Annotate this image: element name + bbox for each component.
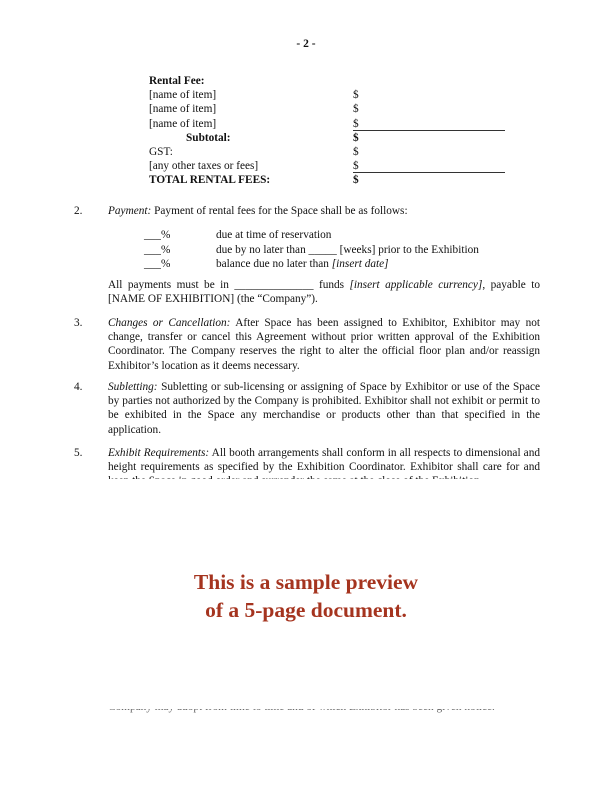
section-number: 4. [74,381,83,393]
section-payment [74,204,540,218]
section-heading: Changes or Cancellation: [108,317,231,329]
section-number: 5. [74,447,83,459]
schedule-desc-placeholder: [insert date] [331,258,389,271]
schedule-desc: due by no later than _____ [weeks] prior to the Exhibition [216,243,479,256]
other-taxes-amount: $ [353,159,505,173]
section-text: After Space has been assigned to Exhibitor, Exhibitor may not change, transfer or cancel this Agreement without prior written approval of the Exhibition Coordinator. The Company reserves the right to alter the official floor plan and/or reassign Exhibitor’s location as it deems necessary. [108,317,541,372]
section-text: Payment of rental fees for the Space shall be as follows: [151,205,408,217]
rental-fee-table [149,74,509,188]
rental-row-amount: $ [353,117,505,131]
section-text: All booth arrangements shall conform in all respects to dimensional and height requirements as specified by the Exhibition Coordinator. Exhibitor shall care for and [108,447,540,474]
schedule-desc: due at time of reservation [216,229,332,241]
subtotal-label: Subtotal: [186,131,231,144]
section-text: Subletting or sub-licensing or assigning of Space by Exhibitor or use of the Space by parties not authorized by the Company is prohibited. Exhibitor shall not exhibit or permit to be exhibited in the Space any merchandise or products other than that specified in the application. [108,381,540,436]
schedule-percent: ___% [144,243,171,256]
rental-row-amount: $ [353,103,359,116]
preview-cover [0,479,612,792]
schedule-percent: ___% [144,258,171,271]
schedule-desc [216,257,389,271]
rental-subtotal-row [149,131,509,145]
currency-placeholder: [insert applicable currency] [349,279,483,291]
rental-row [149,102,509,116]
subtotal-amount: $ [353,131,359,144]
gst-label: GST: [149,145,173,158]
rental-row [149,145,509,159]
rental-row [149,159,509,173]
page-number: - 2 - [296,38,316,50]
rental-total-row [149,173,509,187]
total-label: TOTAL RENTAL FEES: [149,174,271,187]
rental-row-amount: $ [353,89,359,102]
payments-text-end: , payable to [NAME OF EXHIBITION] (the “Company”). [108,279,540,306]
other-taxes-label: [any other taxes or fees] [149,160,259,173]
section-heading: Exhibit Requirements: [108,447,210,459]
rental-row-label: [name of item] [149,117,217,130]
schedule-percent: ___% [144,229,171,241]
rental-row-label: [name of item] [149,103,217,116]
section-heading: Subletting: [108,381,158,393]
payments-paragraph [108,278,540,306]
sample-preview-notice [0,568,612,624]
rental-row [149,117,509,131]
section-subletting [74,380,540,437]
preview-line-1: This is a sample preview [193,570,419,594]
gst-amount: $ [353,145,359,158]
preview-line-2: of a 5-page document. [205,598,407,622]
rental-row-label: [name of item] [149,89,217,102]
section-number: 2. [74,205,83,217]
section-changes-cancellation [74,316,541,373]
schedule-desc-text: balance due no later than [216,258,332,271]
total-amount: $ [353,174,359,187]
section-number: 3. [74,317,83,329]
rental-fee-title: Rental Fee: [149,75,205,87]
section-heading: Payment: [108,205,152,217]
payments-text: All payments must be in ______________ funds [108,279,350,291]
rental-row [149,88,509,102]
